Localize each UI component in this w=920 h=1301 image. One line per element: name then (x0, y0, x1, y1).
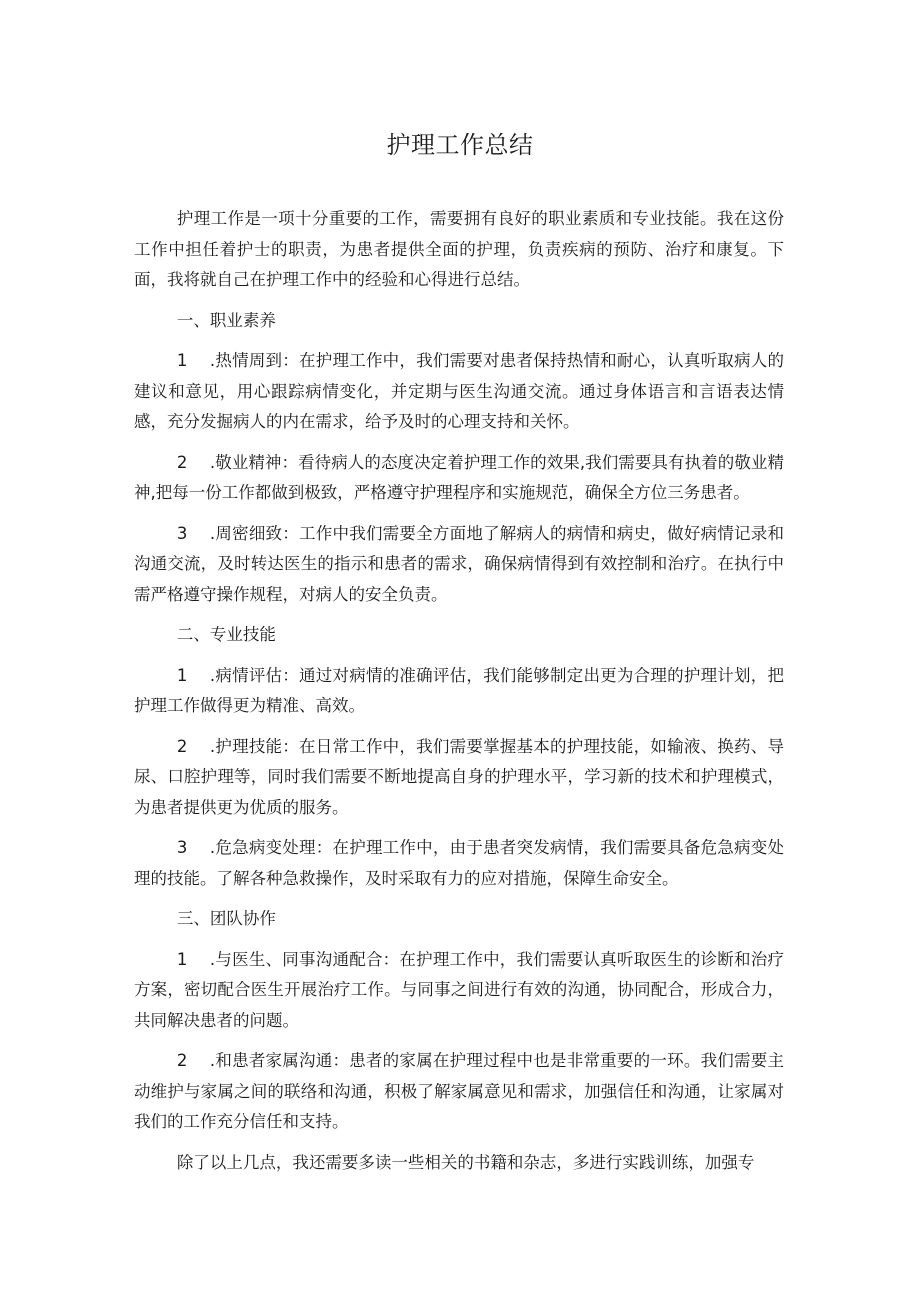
section-heading-skills: 二、专业技能 (176, 625, 276, 644)
list-item (134, 519, 784, 611)
item-text: .敬业精神：看待病人的态度决定着护理工作的效果,我们需要具有执着的敬业精神,把每一份工作都做到极致，严格遵守护理程序和实施规范，确保全方位三务患者。 (134, 452, 784, 502)
section-heading-professionalism: 一、职业素养 (176, 310, 276, 330)
list-item (134, 448, 784, 509)
item-text: .热情周到：在护理工作中，我们需要对患者保持热情和耐心，认真听取病人的建议和意见，用心跟踪病情变化，并定期与医生沟通交流。通过身体语言和言语表达情感，充分发掘病人的内在需求，给予及时的心理支持和关怀。 (134, 351, 784, 431)
document-body (134, 204, 784, 1189)
list-item (134, 1046, 784, 1138)
item-number: 2 (176, 452, 188, 472)
list-item (134, 833, 784, 894)
list-item (134, 945, 784, 1037)
item-number: 1 (176, 949, 188, 969)
list-item (134, 346, 784, 438)
item-number: 2 (176, 1051, 188, 1070)
item-text: .危急病变处理：在护理工作中，由于患者突发病情，我们需要具备危急病变处理的技能。了解各种急救操作，及时采取有力的应对措施，保障生命安全。 (134, 838, 784, 888)
section-heading-teamwork: 三、团队协作 (176, 909, 276, 928)
item-number: 3 (176, 838, 188, 857)
item-text: .病情评估：通过对病情的准确评估，我们能够制定出更为合理的护理计划，把护理工作做得更为精准、高效。 (134, 665, 784, 715)
intro-paragraph: 护理工作是一项十分重要的工作，需要拥有良好的职业素质和专业技能。我在这份工作中担任着护士的职责，为患者提供全面的护理，负责疾病的预防、治疗和康复。下面，我将就自己在护理工作中的经验和心得进行总结。 (134, 209, 784, 289)
item-number: 2 (176, 736, 188, 756)
item-number: 3 (176, 523, 188, 543)
list-item (134, 732, 784, 824)
item-text: .周密细致：工作中我们需要全方面地了解病人的病情和病史，做好病情记录和沟通交流，及时转达医生的指示和患者的需求，确保病情得到有效控制和治疗。在执行中需严格遵守操作规程，对病人的安全负责。 (134, 523, 784, 604)
list-item (134, 661, 784, 722)
document-title: 护理工作总结 (386, 131, 534, 159)
item-text: .与医生、同事沟通配合：在护理工作中，我们需要认真听取医生的诊断和治疗方案，密切配合医生开展治疗工作。与同事之间进行有效的沟通，协同配合，形成合力，共同解决患者的问题。 (134, 949, 784, 1030)
item-number: 1 (176, 351, 188, 370)
item-number: 1 (176, 665, 188, 685)
item-text: .和患者家属沟通：患者的家属在护理过程中也是非常重要的一环。我们需要主动维护与家属之间的联络和沟通，积极了解家属意见和需求，加强信任和沟通，让家属对我们的工作充分信任和支持。 (134, 1051, 784, 1131)
closing-paragraph: 除了以上几点，我还需要多读一些相关的书籍和杂志，多进行实践训练，加强专 (176, 1152, 755, 1172)
item-text: .护理技能：在日常工作中，我们需要掌握基本的护理技能，如输液、换药、导尿、口腔护理等，同时我们需要不断地提高自身的护理水平，学习新的技术和护理模式，为患者提供更为优质的服务。 (134, 736, 784, 817)
